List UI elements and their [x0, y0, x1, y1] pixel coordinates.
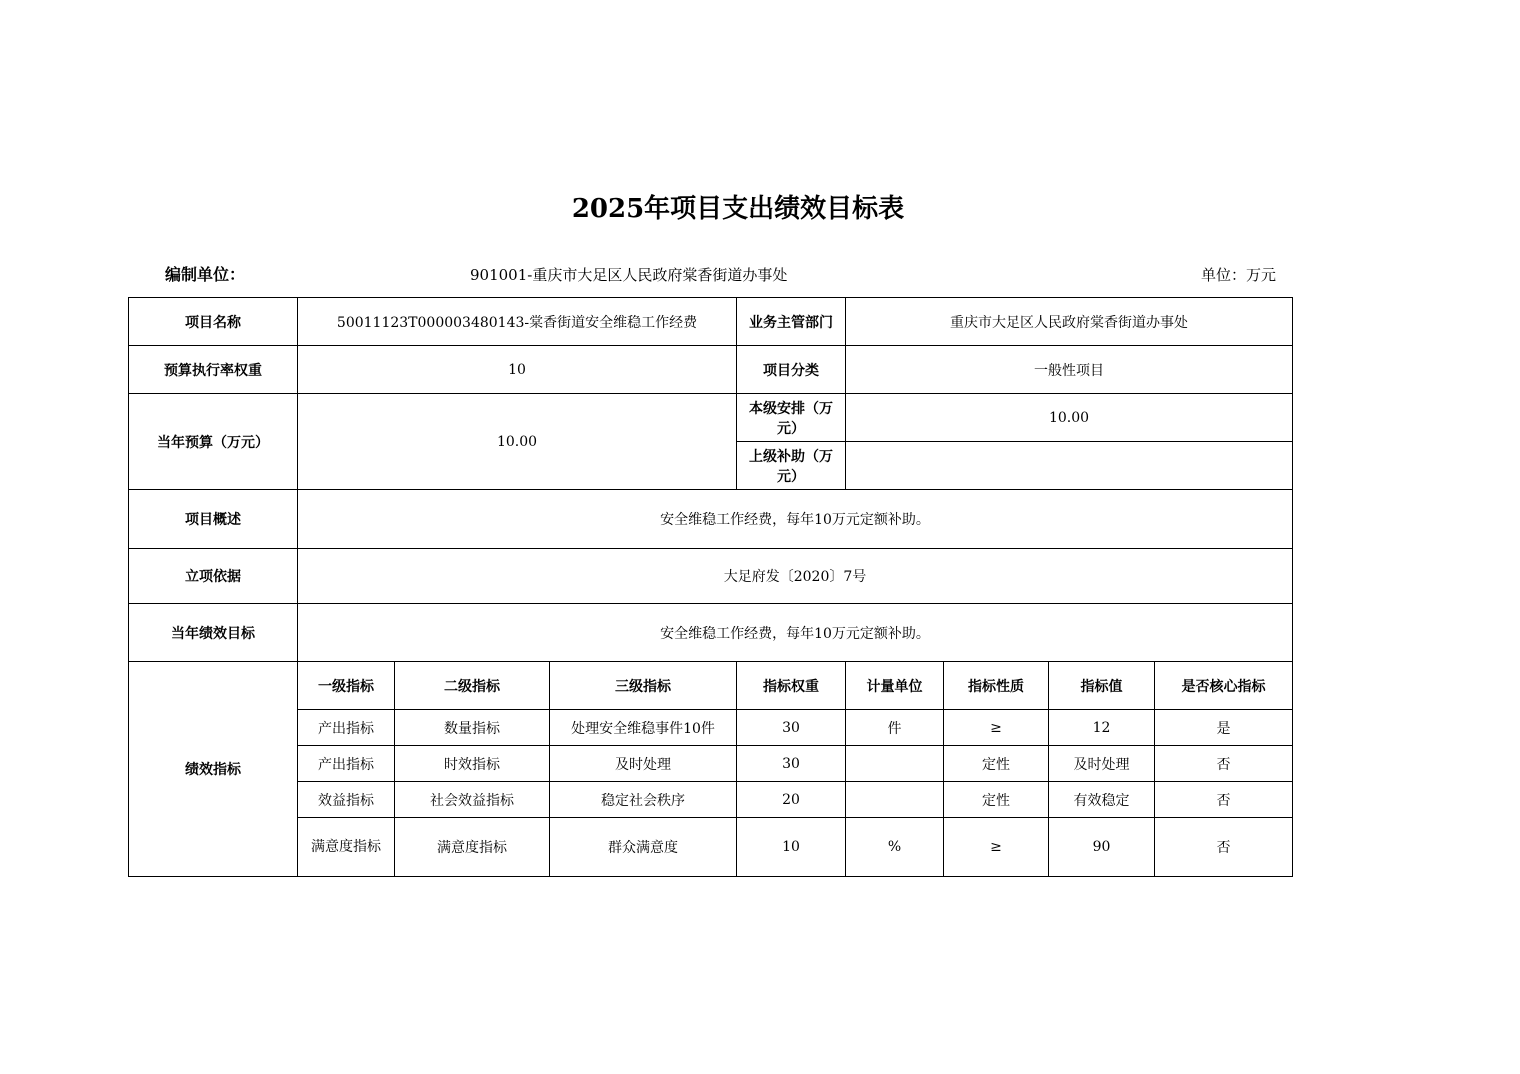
- indicator-row: [129, 710, 1293, 746]
- indicator-cell: 是: [1155, 710, 1293, 746]
- unit-label: 单位：万元: [1201, 266, 1277, 284]
- indicator-cell: ≥: [944, 710, 1049, 746]
- indicator-cell: 及时处理: [1049, 746, 1155, 782]
- indicator-cell: [846, 746, 944, 782]
- indicator-header: 一级指标: [298, 662, 395, 710]
- overview-label: 项目概述: [129, 490, 298, 549]
- indicators-section-label: 绩效指标: [129, 662, 298, 877]
- dept-value: 重庆市大足区人民政府棠香街道办事处: [846, 298, 1293, 346]
- indicator-cell: 效益指标: [298, 782, 395, 818]
- category-value: 一般性项目: [846, 346, 1293, 394]
- overview-value: 安全维稳工作经费，每年10万元定额补助。: [298, 490, 1293, 549]
- performance-target-table: [128, 297, 1293, 877]
- indicator-cell: 稳定社会秩序: [550, 782, 737, 818]
- indicator-row: [129, 818, 1293, 877]
- indicator-cell: 定性: [944, 746, 1049, 782]
- indicator-cell: %: [846, 818, 944, 877]
- indicator-row: [129, 782, 1293, 818]
- indicator-header: 指标权重: [737, 662, 846, 710]
- indicator-cell: [846, 782, 944, 818]
- dept-label: 业务主管部门: [737, 298, 846, 346]
- indicator-cell: 否: [1155, 818, 1293, 877]
- indicator-header: 是否核心指标: [1155, 662, 1293, 710]
- indicator-cell: 及时处理: [550, 746, 737, 782]
- goal-label: 当年绩效目标: [129, 604, 298, 662]
- indicator-cell: 30: [737, 710, 846, 746]
- budget-value: 10.00: [298, 394, 737, 490]
- indicator-cell: 处理安全维稳事件10件: [550, 710, 737, 746]
- indicator-header: 计量单位: [846, 662, 944, 710]
- indicator-cell: 数量指标: [395, 710, 550, 746]
- budget-label: 当年预算（万元）: [129, 394, 298, 490]
- indicator-cell: 否: [1155, 782, 1293, 818]
- indicator-cell: 30: [737, 746, 846, 782]
- indicator-cell: 时效指标: [395, 746, 550, 782]
- upper-subsidy-label: 上级补助（万元）: [737, 442, 846, 490]
- project-name-label: 项目名称: [129, 298, 298, 346]
- basis-value: 大足府发〔2020〕7号: [298, 549, 1293, 604]
- indicator-cell: 产出指标: [298, 710, 395, 746]
- category-label: 项目分类: [737, 346, 846, 394]
- indicator-cell: ≥: [944, 818, 1049, 877]
- indicator-cell: 群众满意度: [550, 818, 737, 877]
- weight-value: 10: [298, 346, 737, 394]
- indicator-header: 指标性质: [944, 662, 1049, 710]
- goal-value: 安全维稳工作经费，每年10万元定额补助。: [298, 604, 1293, 662]
- indicator-cell: 否: [1155, 746, 1293, 782]
- indicator-cell: 满意度指标: [298, 818, 395, 877]
- indicator-cell: 10: [737, 818, 846, 877]
- indicator-cell: 12: [1049, 710, 1155, 746]
- indicator-header: 指标值: [1049, 662, 1155, 710]
- indicator-cell: 满意度指标: [395, 818, 550, 877]
- indicator-header: 三级指标: [550, 662, 737, 710]
- indicator-cell: 件: [846, 710, 944, 746]
- indicator-row: [129, 746, 1293, 782]
- indicator-header: 二级指标: [395, 662, 550, 710]
- indicator-cell: 有效稳定: [1049, 782, 1155, 818]
- basis-label: 立项依据: [129, 549, 298, 604]
- upper-subsidy-value: [846, 442, 1293, 490]
- local-funding-label: 本级安排（万元）: [737, 394, 846, 442]
- prepared-by-label: 编制单位：: [165, 265, 246, 284]
- weight-label: 预算执行率权重: [129, 346, 298, 394]
- local-funding-value: 10.00: [846, 394, 1293, 442]
- page-title: 2025年项目支出绩效目标表: [571, 194, 905, 224]
- indicator-cell: 20: [737, 782, 846, 818]
- prepared-by-value: 901001-重庆市大足区人民政府棠香街道办事处: [470, 266, 788, 284]
- indicator-cell: 社会效益指标: [395, 782, 550, 818]
- project-name-value: 50011123T000003480143-棠香街道安全维稳工作经费: [298, 298, 737, 346]
- indicator-cell: 定性: [944, 782, 1049, 818]
- indicator-cell: 产出指标: [298, 746, 395, 782]
- indicator-cell: 90: [1049, 818, 1155, 877]
